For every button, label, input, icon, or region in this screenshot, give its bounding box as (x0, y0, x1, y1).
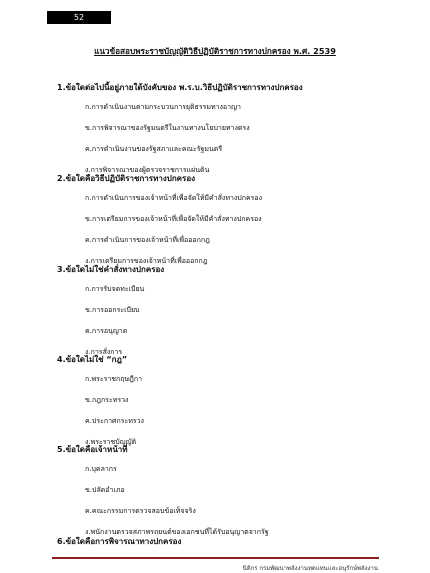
question-3 (57, 263, 397, 367)
question-title: 3.ข้อใดไม่ใช่คำสั่งทางปกครอง (57, 265, 165, 274)
question-5 (57, 443, 397, 547)
question-6 (57, 535, 397, 555)
option-c: ค.การอนุญาต (85, 327, 128, 335)
option-a: ก.การดำเนินการของเจ้าหน้าที่เพื่อจัดให้มีคำสั่งทางปกครอง (85, 194, 263, 202)
option-d: ง.การพิจารณาของผู้ตรวจราชการแผ่นดิน (85, 166, 210, 174)
option-a: ก.การดำเนินงานตามกระบวนการยุติธรรมทางอาญา (85, 103, 241, 111)
option-b: ข.ปลัดอำเภอ (85, 486, 125, 494)
page-number: 52 (47, 11, 111, 24)
option-d: ง.การเตรียมการของเจ้าหน้าที่เพื่อออกกฎ (85, 257, 208, 265)
option-d: ง.พระราชบัญญัติ (85, 438, 137, 446)
document-title: แนวข้อสอบพระราชบัญญัติวิธีปฏิบัติราชการทางปกครอง พ.ศ. 2539 (94, 46, 336, 56)
question-2 (57, 172, 397, 276)
question-4 (57, 353, 397, 457)
option-c: ค.การดำเนินการของเจ้าหน้าที่เพื่อออกกฎ (85, 236, 210, 244)
option-c: ค.ประกาศกระทรวง (85, 417, 144, 425)
option-d: ง.พนักงานตรวจสภาพรถยนต์ของเอกชนที่ได้รับอนุญาตจากรัฐ (85, 528, 269, 536)
option-a: ก.บุคลากร (85, 465, 117, 473)
option-c: ค.การดำเนินงานของรัฐสภาและคณะรัฐมนตรี (85, 145, 223, 153)
question-1 (57, 81, 397, 185)
option-b: ข.การออกระเบียบ (85, 306, 140, 314)
option-b: ข.การพิจารณาของรัฐมนตรีในงานทางนโยบายทางตรง (85, 124, 250, 132)
option-a: ก.พระราชกฤษฎีกา (85, 375, 142, 383)
footer-divider (52, 557, 379, 559)
option-c: ค.คณะกรรมการตรวจสอบข้อเท็จจริง (85, 507, 196, 515)
question-title: 4.ข้อใดไม่ใช่ “กฎ” (57, 355, 128, 364)
question-title: 5.ข้อใดคือเจ้าหน้าที่ (57, 445, 128, 454)
question-title: 6.ข้อใดคือการพิจารณาทางปกครอง (57, 537, 182, 546)
option-d: ง.การสั่งการ (85, 348, 123, 356)
question-title: 2.ข้อใดคือวิธีปฏิบัติราชการทางปกครอง (57, 174, 196, 183)
question-title: 1.ข้อใดต่อไปนี้อยู่ภายใต้บังคับของ พ.ร.บ.วิธีปฏิบัติราชการทางปกครอง (57, 83, 303, 92)
option-a: ก.การรับจดทะเบียน (85, 285, 145, 293)
option-b: ข.กฎกระทรวง (85, 396, 129, 404)
option-b: ข.การเตรียมการของเจ้าหน้าที่เพื่อจัดให้มีคำสั่งทางปกครอง (85, 215, 262, 223)
footer-text: นิติกร กรมพัฒนาพลังงานทดแทนและอนุรักษ์พลังงาน (242, 565, 378, 572)
